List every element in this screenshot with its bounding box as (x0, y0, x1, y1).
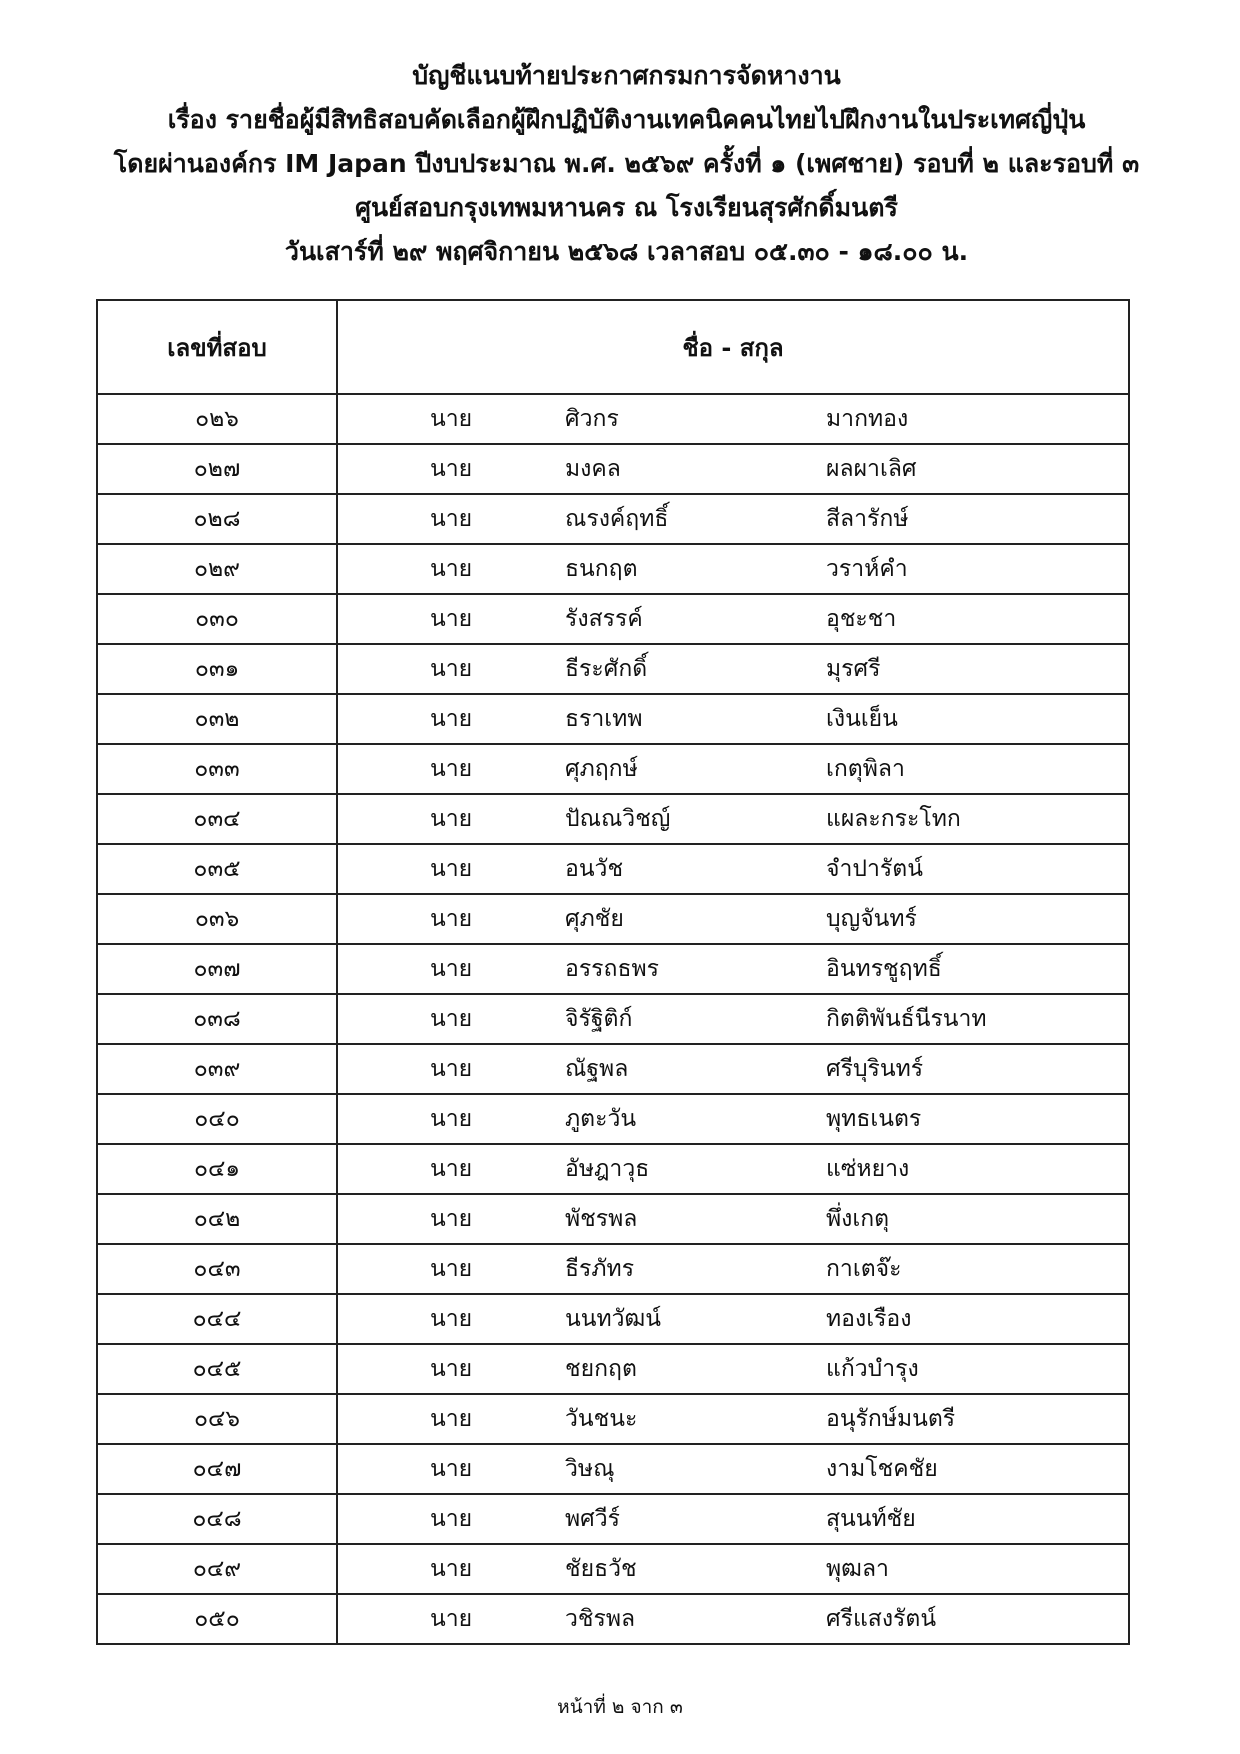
table-body (97, 394, 1129, 1644)
first-name: ศุภฤกษ์ (565, 756, 638, 782)
table-row (97, 1144, 1129, 1194)
full-name-cell (337, 644, 1129, 694)
last-name: ศรีบุรินทร์ (826, 1056, 924, 1082)
last-name: เกตุพิลา (826, 756, 905, 782)
exam-number: ๐๔๗ (97, 1444, 337, 1494)
name-prefix: นาย (430, 1156, 473, 1182)
name-prefix: นาย (430, 1256, 473, 1282)
first-name: ณรงค์ฤทธิ์ (565, 506, 669, 532)
full-name-cell (337, 444, 1129, 494)
table-row (97, 794, 1129, 844)
first-name: ธีระศักดิ์ (565, 656, 648, 682)
table-row (97, 844, 1129, 894)
first-name: ชยกฤต (565, 1356, 637, 1382)
full-name-cell (337, 1594, 1129, 1644)
exam-number: ๐๔๕ (97, 1344, 337, 1394)
table-row (97, 1594, 1129, 1644)
name-prefix: นาย (430, 906, 473, 932)
table-row (97, 1244, 1129, 1294)
first-name: วิษณุ (565, 1456, 615, 1482)
first-name: ปัณณวิชญ์ (565, 806, 671, 832)
name-prefix: นาย (430, 456, 473, 482)
exam-number: ๐๔๐ (97, 1094, 337, 1144)
exam-number: ๐๒๖ (97, 394, 337, 444)
first-name: พัชรพล (565, 1206, 638, 1232)
last-name: ทองเรือง (826, 1306, 912, 1332)
first-name: ภูตะวัน (565, 1106, 637, 1132)
name-prefix: นาย (430, 1006, 473, 1032)
first-name: มงคล (565, 456, 621, 482)
full-name-cell (337, 1444, 1129, 1494)
exam-number: ๐๓๒ (97, 694, 337, 744)
full-name-cell (337, 1244, 1129, 1294)
full-name-cell (337, 944, 1129, 994)
first-name: จิรัฐิติก์ (565, 1006, 633, 1032)
last-name: อินทรชูฤทธิ์ (826, 956, 942, 982)
name-prefix: นาย (430, 856, 473, 882)
last-name: พุฒลา (826, 1556, 889, 1582)
last-name: มากทอง (826, 406, 909, 432)
table-row (97, 944, 1129, 994)
full-name-cell (337, 1144, 1129, 1194)
exam-number: ๐๔๒ (97, 1194, 337, 1244)
first-name: วันชนะ (565, 1406, 638, 1432)
full-name-cell (337, 1194, 1129, 1244)
full-name-cell (337, 594, 1129, 644)
table-row (97, 544, 1129, 594)
first-name: พศวีร์ (565, 1506, 621, 1532)
full-name-cell (337, 844, 1129, 894)
name-prefix: นาย (430, 956, 473, 982)
header-organization: โดยผ่านองค์กร IM Japan ปีงบประมาณ พ.ศ. ๒๕๖๙ ครั้งที่ ๑ (เพศชาย) รอบที่ ๒ และรอบที่ ๓ (113, 149, 1140, 178)
header-title: บัญชีแนบท้ายประกาศกรมการจัดหางาน (412, 61, 841, 90)
table-row (97, 1044, 1129, 1094)
exam-number: ๐๓๑ (97, 644, 337, 694)
table-row (97, 644, 1129, 694)
table-row (97, 394, 1129, 444)
table-row (97, 1094, 1129, 1144)
exam-number: ๐๓๘ (97, 994, 337, 1044)
table-row (97, 1444, 1129, 1494)
exam-number: ๐๓๔ (97, 794, 337, 844)
exam-number: ๐๓๖ (97, 894, 337, 944)
name-prefix: นาย (430, 1406, 473, 1432)
full-name-cell (337, 1344, 1129, 1394)
last-name: สีลารักษ์ (826, 506, 909, 532)
last-name: วราห์คำ (826, 556, 908, 582)
first-name: ศิวกร (565, 406, 619, 432)
last-name: จำปารัตน์ (826, 856, 923, 882)
name-prefix: นาย (430, 1106, 473, 1132)
full-name-cell (337, 994, 1129, 1044)
column-header-exam-number: เลขที่สอบ (97, 300, 337, 394)
name-prefix: นาย (430, 1356, 473, 1382)
full-name-cell (337, 1044, 1129, 1094)
name-prefix: นาย (430, 406, 473, 432)
table-header-row (97, 300, 1129, 394)
full-name-cell (337, 1394, 1129, 1444)
exam-number: ๐๕๐ (97, 1594, 337, 1644)
name-prefix: นาย (430, 556, 473, 582)
last-name: อนุรักษ์มนตรี (826, 1406, 956, 1432)
table-row (97, 444, 1129, 494)
table-row (97, 494, 1129, 544)
page-number: หน้าที่ ๒ จาก ๓ (557, 1696, 683, 1718)
exam-number: ๐๓๗ (97, 944, 337, 994)
full-name-cell (337, 1494, 1129, 1544)
first-name: ณัฐพล (565, 1056, 629, 1082)
table-row (97, 1344, 1129, 1394)
name-prefix: นาย (430, 756, 473, 782)
last-name: แซ่หยาง (826, 1156, 910, 1182)
header-subject: เรื่อง รายชื่อผู้มีสิทธิสอบคัดเลือกผู้ฝึกปฏิบัติงานเทคนิคคนไทยไปฝึกงานในประเทศญี่ปุ่น (167, 105, 1086, 134)
last-name: บุญจันทร์ (826, 906, 917, 932)
candidate-table (96, 299, 1130, 1645)
header-date-time: วันเสาร์ที่ ๒๙ พฤศจิกายน ๒๕๖๘ เวลาสอบ ๐๕.๓๐ - ๑๘.๐๐ น. (284, 237, 969, 266)
document-header (0, 54, 1240, 274)
table-row (97, 694, 1129, 744)
last-name: งามโชคชัย (826, 1456, 938, 1482)
exam-number: ๐๓๕ (97, 844, 337, 894)
name-prefix: นาย (430, 1306, 473, 1332)
exam-number: ๐๔๑ (97, 1144, 337, 1194)
table-row (97, 744, 1129, 794)
first-name: ธนกฤต (565, 556, 638, 582)
exam-number: ๐๒๗ (97, 444, 337, 494)
last-name: อุชะชา (826, 606, 897, 632)
exam-number: ๐๔๖ (97, 1394, 337, 1444)
first-name: อนวัช (565, 856, 624, 882)
name-prefix: นาย (430, 606, 473, 632)
full-name-cell (337, 894, 1129, 944)
last-name: ศรีแสงรัตน์ (826, 1606, 937, 1632)
full-name-cell (337, 694, 1129, 744)
last-name: พุทธเนตร (826, 1106, 922, 1132)
last-name: แก้วบำรุง (826, 1356, 919, 1382)
exam-number: ๐๒๘ (97, 494, 337, 544)
full-name-cell (337, 744, 1129, 794)
table-row (97, 1544, 1129, 1594)
full-name-cell (337, 544, 1129, 594)
full-name-cell (337, 494, 1129, 544)
table-row (97, 1394, 1129, 1444)
header-test-center: ศูนย์สอบกรุงเทพมหานคร ณ โรงเรียนสุรศักดิ์มนตรี (355, 193, 898, 222)
full-name-cell (337, 1094, 1129, 1144)
exam-number: ๐๔๓ (97, 1244, 337, 1294)
name-prefix: นาย (430, 506, 473, 532)
table-row (97, 1294, 1129, 1344)
name-prefix: นาย (430, 656, 473, 682)
name-prefix: นาย (430, 1056, 473, 1082)
name-prefix: นาย (430, 706, 473, 732)
first-name: อัษฎาวุธ (565, 1156, 650, 1182)
first-name: ธราเทพ (565, 706, 643, 732)
exam-number: ๐๓๓ (97, 744, 337, 794)
table-row (97, 894, 1129, 944)
name-prefix: นาย (430, 1456, 473, 1482)
first-name: อรรถธพร (565, 956, 659, 982)
exam-number: ๐๓๐ (97, 594, 337, 644)
exam-number: ๐๓๙ (97, 1044, 337, 1094)
name-prefix: นาย (430, 806, 473, 832)
last-name: แผละกระโทก (826, 806, 961, 832)
table-row (97, 594, 1129, 644)
first-name: วชิรพล (565, 1606, 636, 1632)
column-header-full-name: ชื่อ - สกุล (337, 300, 1129, 394)
exam-number: ๐๔๔ (97, 1294, 337, 1344)
last-name: สุนนท์ชัย (826, 1506, 916, 1532)
full-name-cell (337, 794, 1129, 844)
full-name-cell (337, 1544, 1129, 1594)
name-prefix: นาย (430, 1206, 473, 1232)
table-row (97, 994, 1129, 1044)
first-name: นนทวัฒน์ (565, 1306, 662, 1332)
table-row (97, 1194, 1129, 1244)
name-prefix: นาย (430, 1506, 473, 1532)
name-prefix: นาย (430, 1606, 473, 1632)
last-name: ผลผาเลิศ (826, 456, 917, 482)
first-name: ศุภชัย (565, 906, 624, 932)
exam-number: ๐๔๘ (97, 1494, 337, 1544)
full-name-cell (337, 394, 1129, 444)
last-name: กิตติพันธ์นีรนาท (826, 1006, 987, 1032)
exam-number: ๐๒๙ (97, 544, 337, 594)
first-name: ชัยธวัช (565, 1556, 637, 1582)
first-name: รังสรรค์ (565, 606, 643, 632)
last-name: พึ่งเกตุ (826, 1206, 890, 1232)
first-name: ธีรภัทร (565, 1256, 635, 1282)
name-prefix: นาย (430, 1556, 473, 1582)
last-name: เงินเย็น (826, 706, 898, 732)
exam-number: ๐๔๙ (97, 1544, 337, 1594)
last-name: มุรศรี (826, 656, 881, 682)
last-name: กาเตจ๊ะ (826, 1256, 902, 1282)
full-name-cell (337, 1294, 1129, 1344)
table-row (97, 1494, 1129, 1544)
